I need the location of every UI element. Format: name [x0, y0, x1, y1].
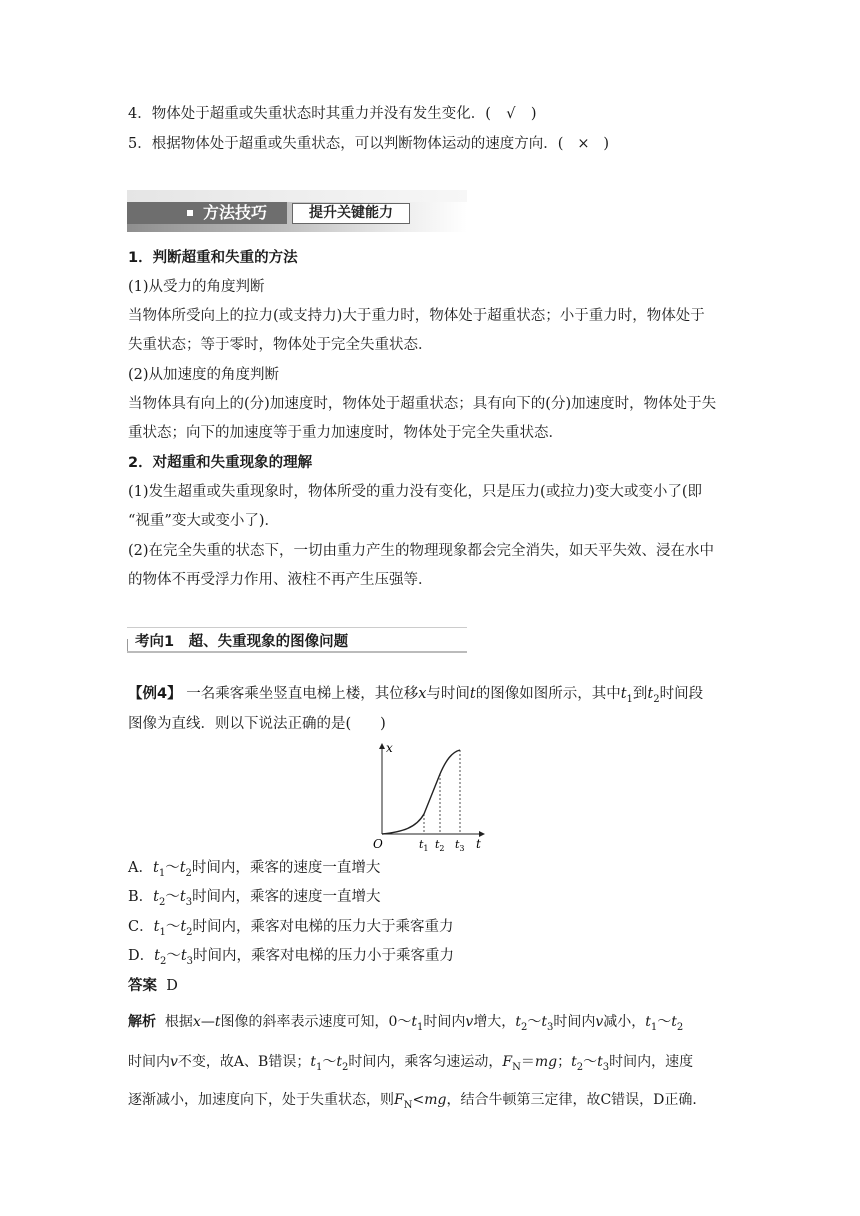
option-d: D．$t_2\sim t_3$时间内，乘客对电梯的压力小于乘客重力 — [128, 948, 455, 967]
analysis-line-1: 解析 根据x—t图像的斜率表示速度可知，$0\sim t_1$时间内v增大，$t_2\sim t_3$时间内v减小，$t_1\sim t_2$ — [128, 1014, 684, 1033]
x-axis-label: t — [476, 837, 481, 851]
answer-label: 答案 — [128, 978, 157, 994]
paragraph-line: 当物体具有向上的(分)加速度时，物体处于超重状态；具有向下的(分)加速度时，物体处于失 — [128, 396, 717, 412]
analysis-line-3: 逐渐减小，加速度向下，处于失重状态，则$F_N<mg$，结合牛顿第三定律，故C错误，D正确． — [128, 1092, 707, 1111]
option-b: B．$t_2\sim t_3$时间内，乘客的速度一直增大 — [128, 889, 381, 908]
item-4: 4．物体处于超重或失重状态时其重力并没有发生变化．( √ ) — [128, 106, 537, 122]
paragraph-line: (2)在完全失重的状态下，一切由重力产生的物理现象都会完全消失，如天平失效、浸在水中 — [128, 543, 715, 559]
analysis-label: 解析 — [128, 1014, 156, 1030]
displacement-curve — [382, 750, 460, 834]
cross-mark: × — [577, 136, 590, 152]
paragraph-line: 的物体不再受浮力作用、液柱不再产生压强等． — [128, 572, 433, 588]
x-t-graph — [372, 740, 490, 854]
origin-label: O — [373, 837, 383, 851]
section-banner — [127, 190, 467, 232]
paragraph-line: 失重状态；等于零时，物体处于完全失重状态． — [128, 337, 433, 353]
example-tag: 【例4】 — [128, 686, 182, 702]
item-5-text: 5．根据物体处于超重或失重状态，可以判断物体运动的速度方向．( — [128, 136, 564, 152]
paragraph-line: 当物体所受向上的拉力(或支持力)大于重力时，物体处于超重状态；小于重力时，物体处于 — [128, 308, 705, 324]
tick-t2: $t_2$ — [435, 838, 445, 853]
answer — [128, 976, 178, 996]
item-4-text: 4．物体处于超重或失重状态时其重力并没有发生变化．( — [128, 106, 491, 122]
heading-1: 1．判断超重和失重的方法 — [128, 250, 298, 266]
topic-header — [127, 627, 467, 653]
analysis-line-2: 时间内v不变，故A、B错误；$t_1\sim t_2$时间内，乘客匀速运动，$F_N=mg$；$t_2\sim t_3$时间内，速度 — [128, 1054, 694, 1073]
tick-t1: $t_1$ — [419, 838, 429, 853]
paragraph-line: (1)发生超重或失重现象时，物体所受的重力没有变化，只是压力(或拉力)变大或变小了(即 — [128, 484, 703, 500]
example-line-1: 【例4】 一名乘客乘坐竖直电梯上楼，其位移x与时间t的图像如图所示，其中$t_1$到$t_2$时间段 — [128, 686, 704, 705]
answer-value: D — [166, 978, 178, 994]
paragraph-line: “视重”变大或变小了)． — [128, 513, 279, 529]
heading-2: 2．对超重和失重现象的理解 — [128, 455, 313, 471]
example-line-2: 图像为直线．则以下说法正确的是( ) — [128, 716, 386, 732]
topic-title: 考向1 超、失重现象的图像问题 — [135, 634, 349, 650]
check-mark: √ — [506, 106, 516, 122]
banner-subtitle: 提升关键能力 — [292, 203, 410, 224]
option-a: A．$t_1\sim t_2$时间内，乘客的速度一直增大 — [128, 860, 381, 879]
option-c: C．$t_1\sim t_2$时间内，乘客对电梯的压力大于乘客重力 — [128, 919, 454, 938]
square-bullet-icon — [187, 210, 193, 216]
y-axis-label: x — [386, 741, 393, 755]
paragraph-line: 重状态；向下的加速度等于重力加速度时，物体处于完全失重状态． — [128, 425, 563, 441]
tick-t3: $t_3$ — [455, 838, 465, 853]
item-5: 5．根据物体处于超重或失重状态，可以判断物体运动的速度方向．( × ) — [128, 136, 610, 152]
subheading-1: (1)从受力的角度判断 — [128, 279, 265, 295]
subheading-2: (2)从加速度的角度判断 — [128, 367, 280, 383]
banner-title: 方法技巧 — [203, 203, 268, 222]
